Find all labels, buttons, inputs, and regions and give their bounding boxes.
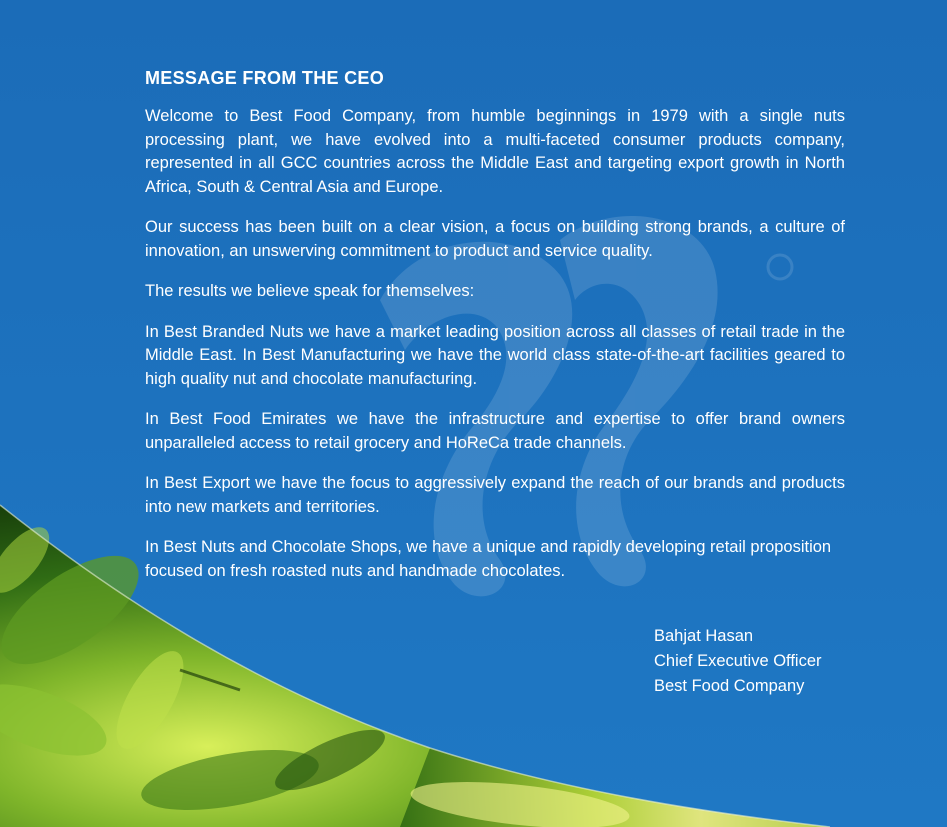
message-content	[145, 66, 845, 600]
intro-paragraph: Welcome to Best Food Company, from humble beginnings in 1979 with a single nuts processing plant, we have evolved into a multi-faceted consumer products company, represented in all GCC countries across the Middle East and targeting export growth in North Africa, South & Central Asia and Europe.	[145, 107, 845, 196]
results-paragraph: The results we believe speak for themselves:	[145, 282, 475, 300]
signature-role: Chief Executive Officer	[654, 652, 822, 670]
signature-block	[654, 624, 822, 699]
shops-paragraph: In Best Nuts and Chocolate Shops, we have a unique and rapidly developing retail proposition focused on fresh roasted nuts and handmade chocolates.	[145, 538, 832, 580]
page-title: MESSAGE FROM THE CEO	[145, 68, 385, 88]
export-paragraph: In Best Export we have the focus to aggressively expand the reach of our brands and products into new markets and territories.	[145, 474, 845, 516]
signature-company: Best Food Company	[654, 677, 805, 695]
success-paragraph: Our success has been built on a clear vision, a focus on building strong brands, a culture of innovation, an unswerving commitment to product and service quality.	[145, 218, 845, 260]
food-emirates-paragraph: In Best Food Emirates we have the infrastructure and expertise to offer brand owners unparalleled access to retail grocery and HoReCa trade channels.	[145, 410, 845, 452]
signature-name: Bahjat Hasan	[654, 627, 754, 645]
branded-nuts-paragraph: In Best Branded Nuts we have a market leading position across all classes of retail trade in the Middle East. In Best Manufacturing we have the world class state-of-the-art facilities geared to high quality nut and chocolate manufacturing.	[145, 322, 845, 388]
